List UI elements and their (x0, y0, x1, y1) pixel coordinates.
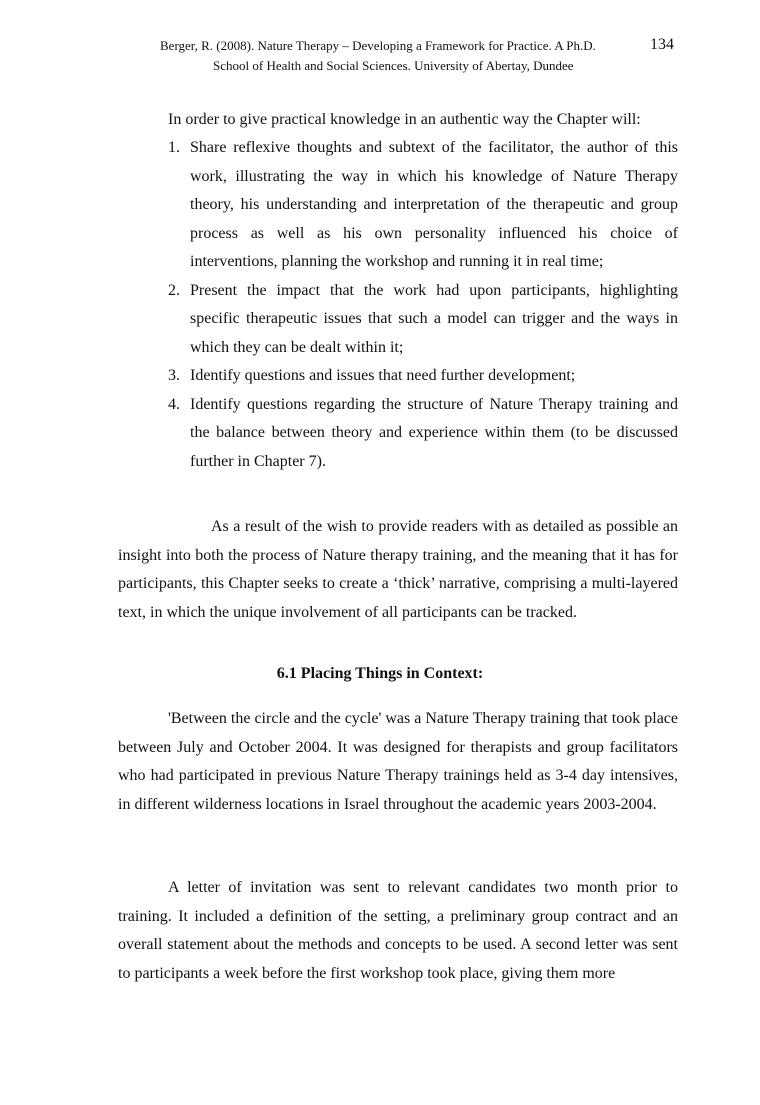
list-item-number: 3. (168, 367, 180, 384)
page-number: 134 (650, 36, 674, 53)
list-item-text: Share reflexive thoughts and subtext of the facilitator, the author of this work, illustrating the way in which his knowledge of Nature Therapy theory, his understanding and interpretation of the therapeutic and group process as well as his own personality influenced his choice of interventions, planning the workshop and running it in real time; (190, 139, 678, 270)
list-item (168, 277, 678, 363)
list-item-text: Present the impact that the work had upon participants, highlighting specific therapeutic issues that such a model can trigger and the ways in which they can be dealt within it; (190, 281, 678, 356)
list-item-text: Identify questions regarding the structure of Nature Therapy training and the balance between theory and experience within them (to be discussed further in Chapter 7). (190, 395, 678, 470)
header-citation-line-2: School of Health and Social Sciences. University of Abertay, Dundee (213, 58, 574, 73)
list-intro: In order to give practical knowledge in an authentic way the Chapter will: (168, 111, 641, 128)
paragraph-invitation: A letter of invitation was sent to relevant candidates two month prior to training. It included a definition of the setting, a preliminary group contract and an overall statement about the methods and concepts to be used. A second letter was sent to participants a week before the first workshop took place, giving them more (118, 879, 678, 982)
header-citation-line-1: Berger, R. (2008). Nature Therapy – Developing a Framework for Practice. A Ph.D. (160, 38, 596, 53)
list-item (168, 362, 678, 391)
list-item-number: 1. (168, 139, 180, 156)
section-heading: 6.1 Placing Things in Context: (276, 665, 484, 682)
list-item-text: Identify questions and issues that need further development; (190, 367, 576, 384)
chapter-objectives-list (168, 134, 678, 476)
paragraph-context: 'Between the circle and the cycle' was a Nature Therapy training that took place between July and October 2004. It was designed for therapists and group facilitators who had participated in previous Nature Therapy trainings held as 3-4 day intensives, in different wilderness locations in Israel throughout the academic years 2003-2004. (118, 710, 678, 813)
paragraph-narrative: As a result of the wish to provide readers with as detailed as possible an insight into both the process of Nature therapy training, and the meaning that it has for participants, this Chapter seeks to create a ‘thick’ narrative, comprising a multi-layered text, in which the unique involvement of all participants can be tracked. (118, 518, 678, 621)
list-item (168, 391, 678, 477)
list-item-number: 2. (168, 281, 180, 299)
list-item-number: 4. (168, 395, 180, 413)
list-item (168, 134, 678, 277)
